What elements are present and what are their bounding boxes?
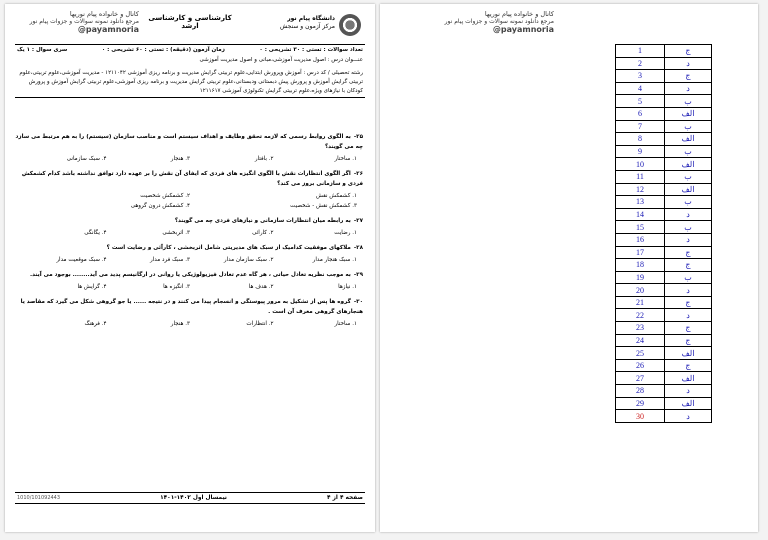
answer-number: 10 xyxy=(616,158,665,171)
answer-choice: ج xyxy=(665,322,712,335)
answer-number: 18 xyxy=(616,259,665,272)
question-text xyxy=(15,270,365,280)
option: ۲. انتظارات xyxy=(246,321,274,327)
option: ۴. فرهنگ xyxy=(84,321,107,327)
brand-handle: @payamnoria xyxy=(492,25,554,34)
answer-number: 1 xyxy=(616,45,665,58)
answer-choice: ج xyxy=(665,246,712,259)
option: ۱. رضایت xyxy=(334,230,357,236)
option: ۱. نیازها xyxy=(338,284,357,290)
option: ۱. کشمکش نقش xyxy=(316,193,357,199)
answer-row xyxy=(616,208,712,221)
answer-choice: ب xyxy=(665,271,712,284)
answer-number: 28 xyxy=(616,385,665,398)
answer-number: 23 xyxy=(616,322,665,335)
answer-choice: ج xyxy=(665,296,712,309)
answer-row xyxy=(616,45,712,58)
answer-row xyxy=(616,196,712,209)
option-list xyxy=(15,152,365,166)
answer-row xyxy=(616,158,712,171)
answer-choice: ج xyxy=(665,45,712,58)
question xyxy=(15,216,365,240)
exam-code: 1010/101092443 xyxy=(17,495,61,501)
answer-number: 3 xyxy=(616,70,665,83)
answer-choice: ب xyxy=(665,120,712,133)
brand-line1: کانال و خانواده پیام نوریها xyxy=(69,10,139,18)
option: ۱. ساختار xyxy=(334,321,357,327)
answer-row xyxy=(616,410,712,423)
answer-number: 4 xyxy=(616,82,665,95)
answer-row xyxy=(616,246,712,259)
question-text xyxy=(15,132,365,152)
question-series: سری سوال : ۱ یک xyxy=(17,47,68,53)
answer-row xyxy=(616,82,712,95)
answer-number: 7 xyxy=(616,120,665,133)
answer-row xyxy=(616,183,712,196)
answer-choice: الف xyxy=(665,158,712,171)
question xyxy=(15,132,365,166)
answer-number: 16 xyxy=(616,233,665,246)
option: ۴. کشمکش درون گروهی xyxy=(130,203,190,209)
answer-choice: ج xyxy=(665,334,712,347)
answer-choice: د xyxy=(665,309,712,322)
answer-row xyxy=(616,296,712,309)
answer-row xyxy=(616,57,712,70)
option: ۳. انگیزه ها xyxy=(163,284,190,290)
answer-row xyxy=(616,120,712,133)
answer-number: 14 xyxy=(616,208,665,221)
answer-choice: ب xyxy=(665,221,712,234)
brand-line1: کانال و خانواده پیام نوریها xyxy=(484,10,554,18)
answer-choice: د xyxy=(665,385,712,398)
answer-row xyxy=(616,309,712,322)
option: ۳. سبک فرد مدار xyxy=(150,257,190,263)
question-stem: ملاکهای موفقیت کدامیک از سبک های مدیریتی شامل اثربخشی ، کارآئی و رضایت است ؟ xyxy=(106,245,351,251)
answer-row xyxy=(616,347,712,360)
option: ۱. سبک هنجار مدار xyxy=(312,257,357,263)
answer-number: 13 xyxy=(616,196,665,209)
question xyxy=(15,270,365,294)
answer-number: 24 xyxy=(616,334,665,347)
answer-number: 22 xyxy=(616,309,665,322)
degree-level: کارشناسی و کارشناسی ارشد xyxy=(148,14,232,30)
answer-row xyxy=(616,372,712,385)
answer-page xyxy=(380,4,758,532)
option-list xyxy=(15,189,365,213)
option: ۲. سبک سازمان مدار xyxy=(223,257,274,263)
option: ۲. هدف ها xyxy=(248,284,274,290)
answer-number: 20 xyxy=(616,284,665,297)
answer-choice: د xyxy=(665,410,712,423)
brand-line2: مرجع دانلود نمونه سوالات و جزوات پیام نور xyxy=(444,18,554,25)
question-text xyxy=(15,297,365,317)
answer-number: 9 xyxy=(616,145,665,158)
answer-choice: ب xyxy=(665,196,712,209)
question-number: ۲۸- xyxy=(353,245,363,251)
exam-meta xyxy=(15,44,365,98)
answer-row xyxy=(616,271,712,284)
num-questions: تعداد سوالات : تستی : ۳۰ تشریحی : ۰ xyxy=(259,47,363,53)
answer-number: 30 xyxy=(616,410,665,423)
answer-row xyxy=(616,95,712,108)
answer-row xyxy=(616,133,712,146)
option: ۴. یگانگی xyxy=(84,230,107,236)
brand-line2: مرجع دانلود نمونه سوالات و جزوات پیام نور xyxy=(29,18,139,25)
question-stem: به رابطه میان انتظارات سازمانی و نیازهای فردی چه می گویند؟ xyxy=(174,218,351,224)
answer-choice: ج xyxy=(665,70,712,83)
course-title: عنـــوان درس : اصول مدیریت آموزشی،مبانی و اصول مدیریت آموزشی xyxy=(199,57,363,63)
option: ۴. سبک موقعیت مدار xyxy=(56,257,107,263)
answer-choice: ج xyxy=(665,359,712,372)
option: ۴. سبک سازمانی xyxy=(66,156,107,162)
answer-number: 25 xyxy=(616,347,665,360)
answer-number: 26 xyxy=(616,359,665,372)
answer-choice: الف xyxy=(665,107,712,120)
answer-choice: الف xyxy=(665,347,712,360)
option: ۲. بافتار xyxy=(254,156,274,162)
answer-choice: د xyxy=(665,233,712,246)
answer-number: 27 xyxy=(616,372,665,385)
option: ۲. کارائی xyxy=(252,230,274,236)
option: ۳. کشمکش نقش - شخصیت xyxy=(290,203,357,209)
page-footer xyxy=(15,492,365,504)
major-code: رشته تحصیلی / کد درس : آموزش وپرورش ابتدایی،علوم تربیتی گرایش مدیریت و برنامه ریزی آموزشی ۱۲۱۱۰۴۲ - مدیریت آموزشی،علوم تربیتی،علوم تربیتی گرایش آموزش و پرورش پیش دبستانی ودبستانی،علوم تربیتی گرایش مدیریت و برنامه ریزی آموزشی،علوم تربیتی گرایش آموزش و پرورش کودکان با نیازهای ویژه،علوم تربیتی گرایش تکنولوژی آموزشی ۱۲۱۱۶۱۷ xyxy=(15,68,365,98)
answer-number: 19 xyxy=(616,271,665,284)
semester: نیمسال اول ۱۴۰۲-۱۴۰۱ xyxy=(160,495,227,501)
page-number: صفحه ۴ از ۴ xyxy=(327,495,363,501)
option-list xyxy=(15,280,365,294)
answer-choice: ب xyxy=(665,170,712,183)
answer-choice: د xyxy=(665,208,712,221)
answer-key-table xyxy=(615,44,712,423)
answer-number: 11 xyxy=(616,170,665,183)
option: ۲. کشمکش شخصیت xyxy=(140,193,190,199)
answer-choice: الف xyxy=(665,397,712,410)
answer-number: 29 xyxy=(616,397,665,410)
answer-row xyxy=(616,334,712,347)
answer-choice: د xyxy=(665,57,712,70)
question-text xyxy=(15,169,365,189)
question xyxy=(15,297,365,331)
question-stem: به موجب نظریه تعادل حیاتی ، هر گاه عدم تعادل فیزیولوژیکی یا روانی در ارگانیسم پدید می آید........ بوجود می آیند. xyxy=(29,272,351,278)
answer-choice: د xyxy=(665,284,712,297)
university-block xyxy=(255,15,335,31)
answer-row xyxy=(616,107,712,120)
answer-number: 8 xyxy=(616,133,665,146)
option: ۱. ساختار xyxy=(334,156,357,162)
question-number: ۳۰- xyxy=(353,299,363,305)
brand-block xyxy=(9,10,139,34)
question-list xyxy=(15,132,365,334)
answer-choice: الف xyxy=(665,372,712,385)
meta-row xyxy=(15,45,365,55)
answer-row xyxy=(616,385,712,398)
answer-row xyxy=(616,70,712,83)
answer-choice: ب xyxy=(665,95,712,108)
question xyxy=(15,169,365,213)
question-text xyxy=(15,243,365,253)
answer-number: 12 xyxy=(616,183,665,196)
option: ۳. هنجار xyxy=(170,321,190,327)
option: ۴. گرایش ها xyxy=(77,284,107,290)
brand-handle: @payamnoria xyxy=(77,25,139,34)
answer-choice: الف xyxy=(665,183,712,196)
question-stem: اگر الگوی انتظارات نقش با الگوی انگیزه های فردی که ایفای آن نقش را بر عهده دارد توافق نداشته باشد کدام کشمکش فردی و سازمانی بروز می کند؟ xyxy=(21,171,363,187)
answer-choice: ج xyxy=(665,259,712,272)
exam-page xyxy=(5,4,375,532)
option: ۳. اثربخشی xyxy=(162,230,190,236)
question-number: ۲۷- xyxy=(353,218,363,224)
answer-number: 2 xyxy=(616,57,665,70)
question xyxy=(15,243,365,267)
answer-number: 5 xyxy=(616,95,665,108)
answer-row xyxy=(616,359,712,372)
answer-number: 17 xyxy=(616,246,665,259)
question-number: ۲۹- xyxy=(353,272,363,278)
question-number: ۲۶- xyxy=(353,171,363,177)
university-logo-icon xyxy=(339,14,361,36)
option-list xyxy=(15,226,365,240)
answer-row xyxy=(616,284,712,297)
exam-center-name: مرکز آزمون و سنجش xyxy=(280,23,335,30)
question-text xyxy=(15,216,365,226)
answer-row xyxy=(616,145,712,158)
university-name: دانشگاه پیام نور xyxy=(287,15,335,22)
answer-row xyxy=(616,221,712,234)
exam-time: زمان آزمون (دقیقه) : تستی : ۶۰ تشریحی : ۰ xyxy=(101,47,225,53)
answer-number: 6 xyxy=(616,107,665,120)
answer-choice: د xyxy=(665,82,712,95)
answer-number: 21 xyxy=(616,296,665,309)
answer-row xyxy=(616,170,712,183)
answer-row xyxy=(616,322,712,335)
answer-row xyxy=(616,233,712,246)
option: ۳. هنجار xyxy=(170,156,190,162)
answer-row xyxy=(616,259,712,272)
question-stem: گروه ها پس از تشکیل به مرور پیوستگی و انسجام پیدا می کنند و در نتیجه ...... یا جو گروهی شکل می گیرد که مقاصد یا هنجارهای گروهی معرف آن است . xyxy=(20,299,363,315)
answer-row xyxy=(616,397,712,410)
answer-choice: الف xyxy=(665,133,712,146)
question-number: ۲۵- xyxy=(353,134,363,140)
question-stem: به الگوی روابط رسمی که لازمه تحقق وظایف و اهداف سیستم است و مناصب سازمان (سیستم) را به هم مرتبط می سازد چه می گویند؟ xyxy=(15,134,363,150)
option-list xyxy=(15,317,365,331)
option-list xyxy=(15,253,365,267)
brand-block xyxy=(394,10,554,34)
answer-choice: ب xyxy=(665,145,712,158)
answer-number: 15 xyxy=(616,221,665,234)
